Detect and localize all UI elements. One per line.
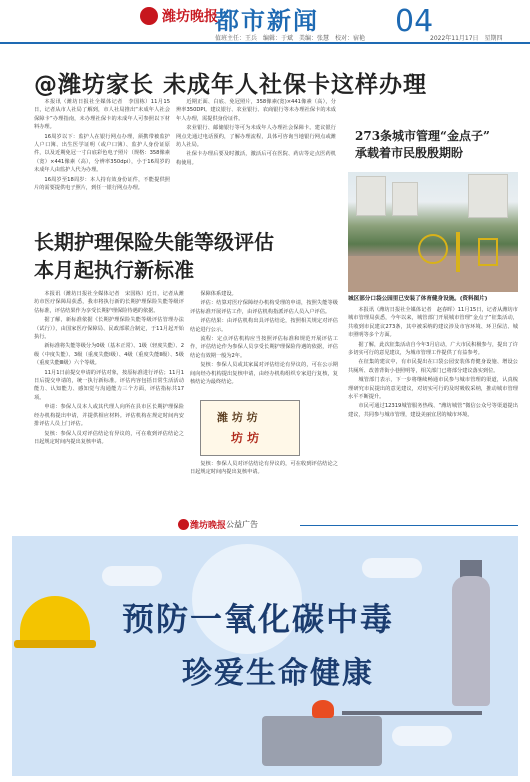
co-poisoning-poster [12,536,518,776]
logo-icon [178,519,189,530]
divider [300,525,518,526]
paragraph: 评估：结算对医疗保障经办机构受理的申请，按照失能等级评估标准开展评估工作，由评估机构指派评估人员入户评估。 [190,300,338,315]
article2-headline [34,228,274,284]
public-ad-logo-text: 潍坊晚报 [190,521,227,531]
paragraph: 新标准将失能等级分为0级（基本正常）、1级（轻度失能）、2级（中度失能）、3级（重度失能Ⅰ级）、4级（重度失能Ⅱ级）、5级（重度失能Ⅲ级）六个等级。 [34,343,184,367]
paragraph: 本报讯（潍坊日报社全媒体记者 李国栋）11月15日，记者从市人社局了解到，市人社局推出“未成年人社会保障卡”办理指南，未办理社保卡的未成年人可参照以下材料办理。 [34,99,170,131]
article3-title-line1: 273条城市管理“金点子” [355,129,490,143]
gas-stove-icon [262,716,382,766]
paragraph: 城管部门表示，下一步将继续畅通市民参与城市管理的渠道，认真梳理研究市民提出的意见建议，对切实可行的及时吸收采纳，推动城市管理水平不断提升。 [348,377,518,401]
paragraph: 农业银行、邮储银行等可为未成年人办理社会保障卡。建议银行网点先通过电话预约，了解办理流程，具体可咨询当地银行网点或潍坊人社局。 [176,125,336,149]
article1-headline: @潍坊家长 未成年人社保卡这样办理 [34,72,428,98]
page-number: 04 [395,4,434,39]
paragraph: 据了解，新标准依据《长期护理保险失能等级评估管理办法（试行）》，由国家医疗保障局、民政部联合制定，于11月起开始执行。 [34,317,184,341]
paragraph: 保障体系建设。 [200,291,237,297]
article1-column-1 [34,98,170,218]
paragraph: 11月1日前提交申请的评估对象，按原标准进行评估；11月1日后提交申请的，统一执行新标准。评估内容包括日常生活活动能力、认知能力、感知觉与沟通能力三个方面，评估指标共17项。 [34,369,184,401]
ad-box-line2: 坊 坊 [231,431,260,445]
logo-text: 潍坊晚报 [162,9,218,25]
article3-title [355,128,515,162]
paragraph: 据了解，此次征集活动自今年3月启动，广大市民积极参与，提出了许多切实可行的意见建议，为城市管理工作提供了有益参考。 [348,341,518,357]
park-fitness-photo [348,172,518,292]
article1-column-2 [176,98,336,218]
paragraph: 在征集的建议中，有市民提出在口袋公园安装体育健身设施、增设公共厕所、改善背街小巷照明等，相关部门已将部分建议落实到位。 [348,359,518,374]
paragraph: 复核：参保人员对评估结论有异议的，可在收到评估结论之日起规定时间内提出复核申请。 [190,461,338,476]
section-title: 都市新闻 [215,7,319,35]
paragraph: 复核：参保人员对评估结论有异议的，可在收到评估结论之日起规定时间内提出复核申请。 [34,430,184,445]
photo-caption: 城区部分口袋公园里已安装了体育健身设施。(资料图片) [348,296,488,302]
poster-title-line1: 预防一氧化碳中毒 [122,600,395,638]
paragraph: 社保卡办理后要及时激活，激活后可在医院、药店等定点医药机构使用。 [176,151,336,166]
article2-headline-line2: 本月起执行新标准 [34,258,194,282]
article3-title-line2: 承载着市民殷殷期盼 [355,146,464,160]
page-header [0,0,530,44]
paragraph: 评估结果：由评估机构出具评估结论，按照相关规定对评估结论进行公示。 [190,318,338,333]
paragraph: 16周岁以下：监护人在银行网点办理，须携带被监护人户口簿、出生医学证明（或户口簿）、监护人身份证原件，以及近期免冠一寸白底彩色电子照片（规格：358像素（宽）×441像素（高），分辨率350dpi），小于16周岁的未成年人由监护人代为办理。 [34,133,170,174]
paragraph: 复核：参保人员或其家属对评估结论有异议的，可在公示期间向经办机构提出复核申请，由经办机构组织专家进行复核，复核结论为最终结论。 [190,362,338,386]
logo-icon [140,7,158,25]
article3-body [348,306,518,514]
poster-title-line2: 珍爱生命健康 [182,656,374,691]
public-ad-label: 公益广告 [226,520,258,529]
ad-box [200,400,300,456]
article2-column-2 [190,290,338,396]
flame-icon [312,700,334,718]
paragraph: 流程：定点评估机构应当按照评估标准和规范开展评估工作，评估结论作为参保人员享受长期护理保险待遇的依据，评估结论有效期一般为2年。 [190,336,338,359]
paragraph: 本报讯（潍坊日报社全媒体记者 宋国栋）近日，记者从潍坊市医疗保障局获悉，我市将执行新的长期护理保险失能等级评估标准，评估结果作为享受长期护理保险待遇的依据。 [34,291,184,314]
paragraph: 申请：参保人员本人或其代理人向所在县市区长期护理保险经办机构提出申请，并提供相应材料。评估机构在规定时间内安排评估人员上门评估。 [34,404,184,428]
paragraph: 16周岁至18周岁：本人持有效身份证件，不能提供照片的需要提供电子照片，到任一银行网点办理。 [34,176,170,192]
article2-column-1 [34,290,184,510]
ad-box-line1: 潍 坊 坊 [217,411,258,424]
paragraph: 近期正面、白底、免冠照片，358像素(宽)×441像素（高），分辨率350DPI。建议银行、农业银行、农商银行等未办理社保卡的未成年人办理，需提供身份证件。 [176,99,336,122]
article2-headline-line1: 长期护理保险失能等级评估 [34,230,274,254]
paragraph: 本报讯（潍坊日报社全媒体记者 赵春晖）11月15日，记者从潍坊市城市管理局获悉，今年以来，城管部门开展城市管理“金点子”征集活动，共收到市民建议273条，其中被采纳的建议涉及市容环境、环卫保洁、城市照明等多个方面。 [348,307,518,339]
article2-column-2-continued [190,460,338,512]
paragraph: 市民可通过12319城管服务热线、“潍坊城管”微信公众号等渠道提出建议，共同参与城市管理，建设美丽宜居的城市环境。 [348,403,518,418]
safety-helmet-icon [20,596,90,646]
newspaper-logo [140,6,218,26]
gas-cylinder-icon [452,576,490,706]
issue-date: 2022年11月17日 星期四 [430,35,503,42]
editors-line: 值班主任：王兵 编辑：于斌 美编：张慧 校对：宿艳 [215,35,366,42]
